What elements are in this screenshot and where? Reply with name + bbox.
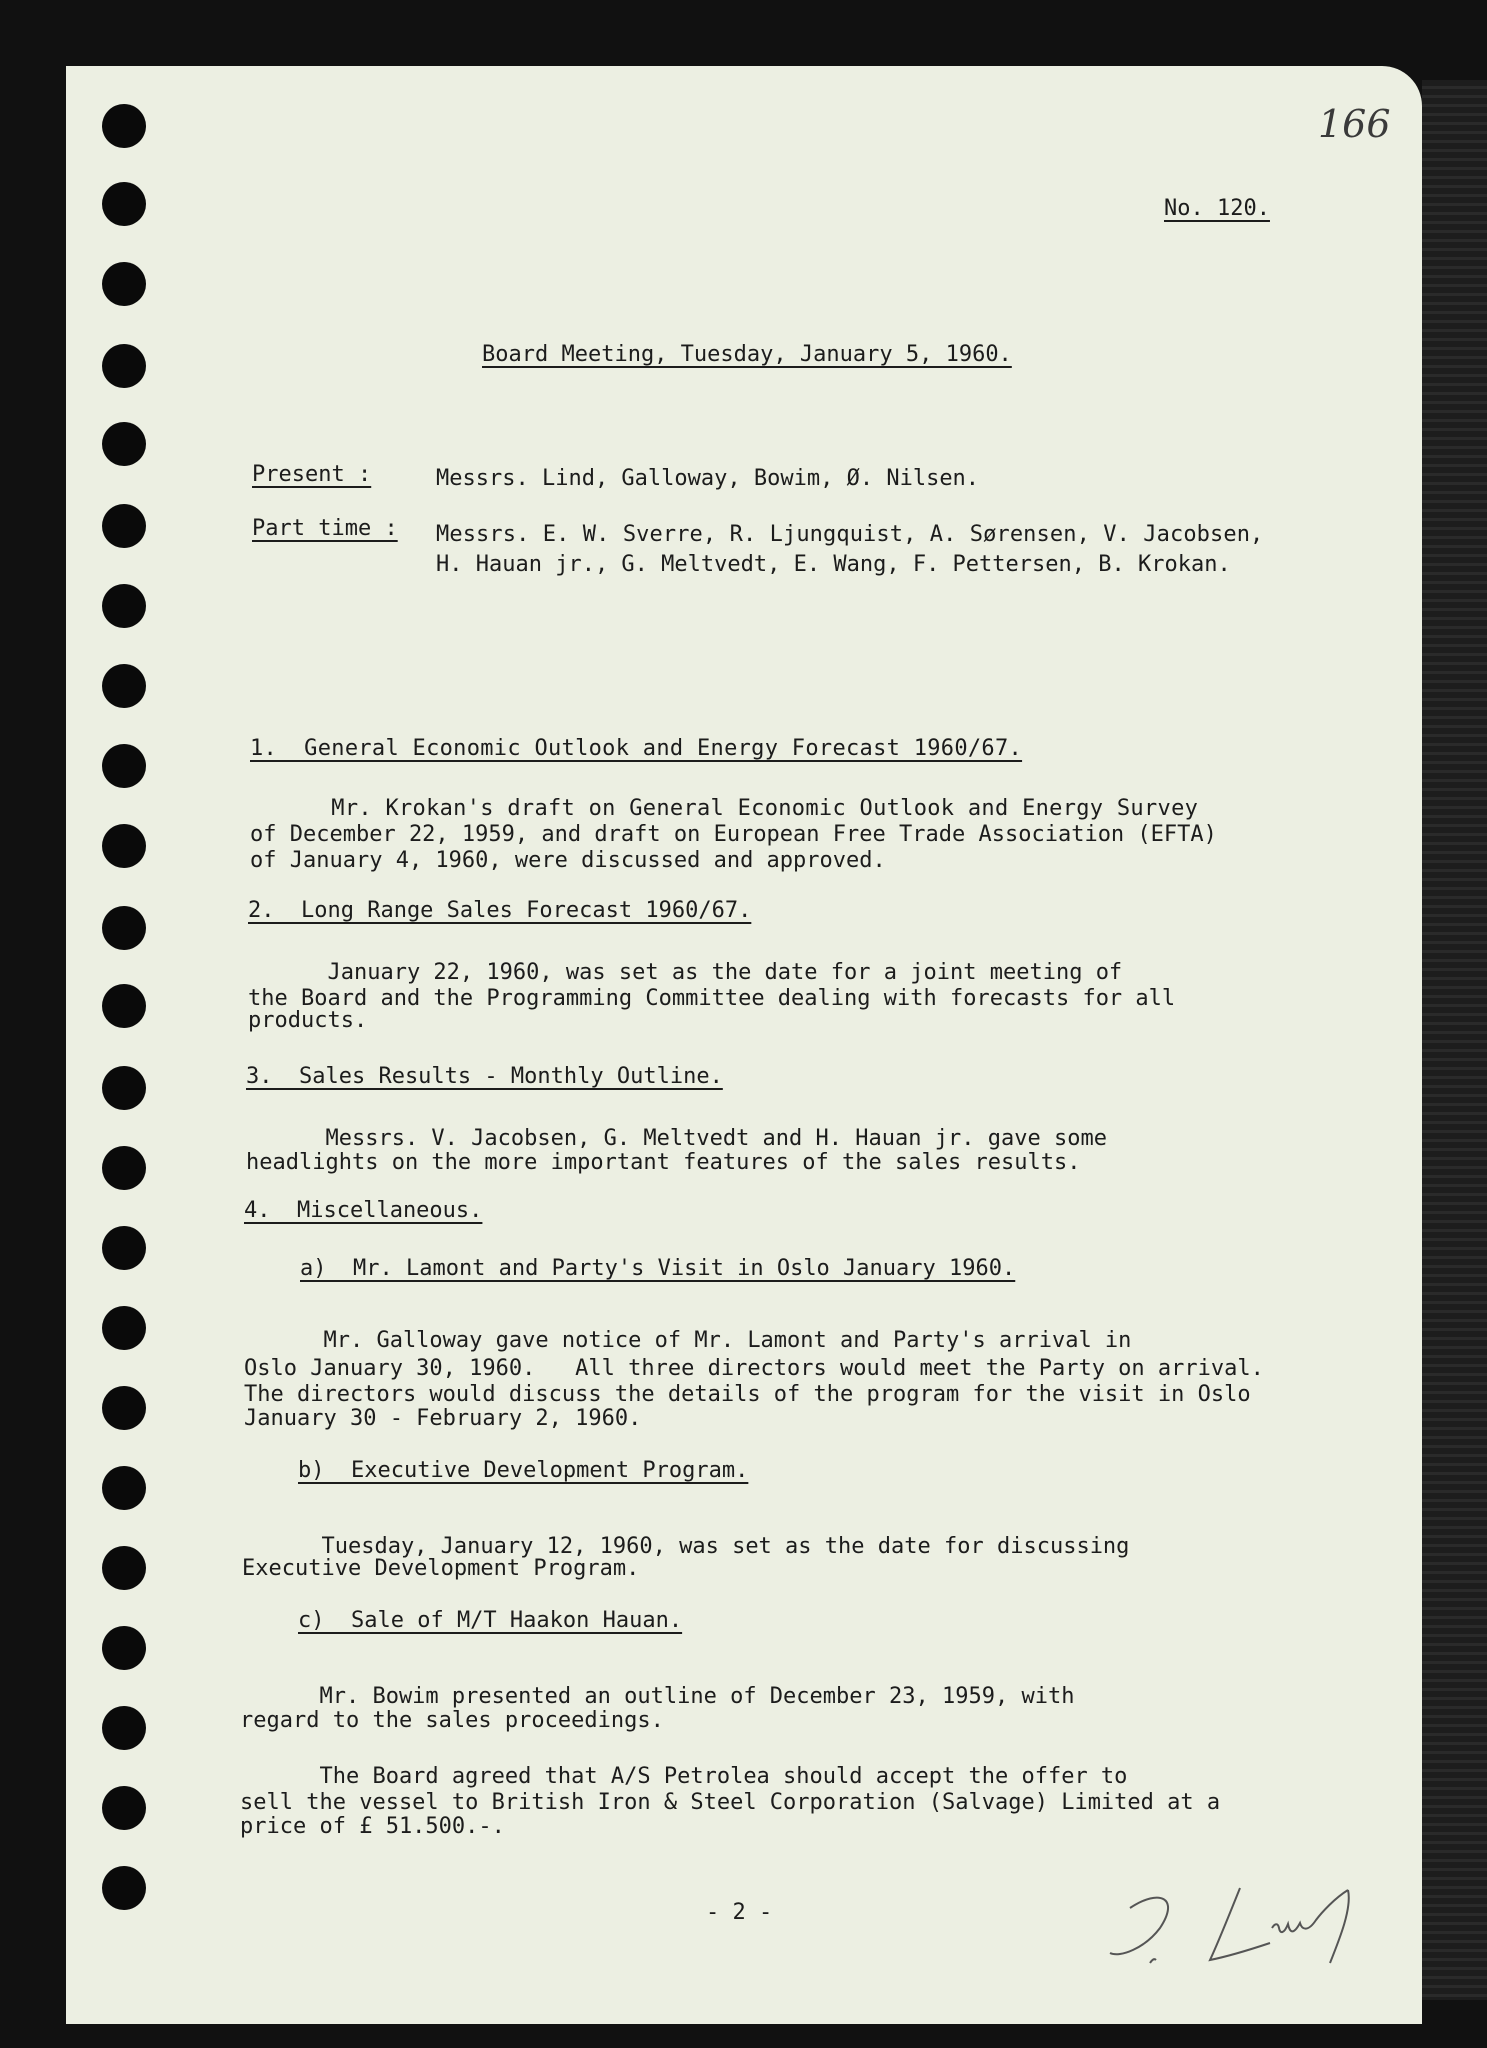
present-label: Present : xyxy=(252,462,372,487)
punch-hole xyxy=(102,584,146,628)
paragraph-line: of January 4, 1960, were discussed and approved. xyxy=(250,848,886,873)
punch-hole xyxy=(102,1706,146,1750)
paragraph-line: the Board and the Programming Committee dealing with forecasts for all xyxy=(248,986,1176,1011)
punch-hole xyxy=(102,1146,146,1190)
present-names: Messrs. Lind, Galloway, Bowim, Ø. Nilsen. xyxy=(436,466,980,491)
paragraph-line: price of £ 51.500.-. xyxy=(240,1814,505,1839)
punch-hole xyxy=(102,1626,146,1670)
punch-hole xyxy=(102,504,146,548)
punch-hole xyxy=(102,344,146,388)
punch-hole xyxy=(102,1786,146,1830)
section-heading-3: 3. Sales Results - Monthly Outline. xyxy=(246,1064,723,1089)
part-time-label: Part time : xyxy=(252,516,398,541)
subsection-heading-b: b) Executive Development Program. xyxy=(298,1458,749,1483)
paragraph-line: of December 22, 1959, and draft on European Free Trade Association (EFTA) xyxy=(250,822,1217,847)
paragraph-line: Mr. Galloway gave notice of Mr. Lamont and Party's arrival in xyxy=(244,1328,1132,1353)
part-time-names-line: H. Hauan jr., G. Meltvedt, E. Wang, F. Pettersen, B. Krokan. xyxy=(436,552,1231,577)
paragraph-line: Mr. Krokan's draft on General Economic Outlook and Energy Survey xyxy=(250,796,1199,821)
paragraph-line: regard to the sales proceedings. xyxy=(240,1708,664,1733)
paragraph-line: sell the vessel to British Iron & Steel Corporation (Salvage) Limited at a xyxy=(240,1790,1221,1815)
document-number: No. 120. xyxy=(1164,196,1270,221)
punch-hole xyxy=(102,262,146,306)
punch-hole xyxy=(102,182,146,226)
page-footer: - 2 - xyxy=(706,1900,773,1925)
paragraph-line: Messrs. V. Jacobsen, G. Meltvedt and H. Hauan jr. gave some xyxy=(246,1126,1107,1151)
punch-hole xyxy=(102,1226,146,1270)
punch-hole xyxy=(102,744,146,788)
punch-hole xyxy=(102,1306,146,1350)
section-heading-2: 2. Long Range Sales Forecast 1960/67. xyxy=(248,898,752,923)
subsection-heading-c: c) Sale of M/T Haakon Hauan. xyxy=(298,1608,683,1633)
paragraph-line: January 22, 1960, was set as the date for a joint meeting of xyxy=(248,960,1123,985)
handwritten-page-number: 166 xyxy=(1318,102,1391,146)
part-time-names-line: Messrs. E. W. Sverre, R. Ljungquist, A. Sørensen, V. Jacobsen, xyxy=(436,522,1264,547)
punch-hole xyxy=(102,422,146,466)
meeting-title: Board Meeting, Tuesday, January 5, 1960. xyxy=(482,342,1012,367)
signature xyxy=(1090,1868,1390,1978)
subsection-heading-a: a) Mr. Lamont and Party's Visit in Oslo January 1960. xyxy=(300,1256,1016,1281)
paragraph-line: January 30 - February 2, 1960. xyxy=(244,1406,642,1431)
paragraph-line: Executive Development Program. xyxy=(242,1556,640,1581)
punch-hole xyxy=(102,1546,146,1590)
paragraph-line: Tuesday, January 12, 1960, was set as the date for discussing xyxy=(242,1534,1130,1559)
paragraph-line: products. xyxy=(248,1008,368,1033)
punch-hole xyxy=(102,664,146,708)
punch-hole xyxy=(102,1066,146,1110)
paragraph-line: Mr. Bowim presented an outline of December 23, 1959, with xyxy=(240,1684,1075,1709)
binding-strip xyxy=(1422,80,1487,2000)
punch-hole xyxy=(102,104,146,148)
punch-hole xyxy=(102,906,146,950)
punch-hole xyxy=(102,824,146,868)
section-heading-4: 4. Miscellaneous. xyxy=(244,1198,483,1223)
punch-hole xyxy=(102,984,146,1028)
punch-hole xyxy=(102,1466,146,1510)
paragraph-line: headlights on the more important features of the sales results. xyxy=(246,1150,1081,1175)
paragraph-line: The Board agreed that A/S Petrolea should accept the offer to xyxy=(240,1764,1128,1789)
section-heading-1: 1. General Economic Outlook and Energy Forecast 1960/67. xyxy=(250,736,1023,761)
paragraph-line: The directors would discuss the details of the program for the visit in Oslo xyxy=(244,1382,1251,1407)
punch-hole xyxy=(102,1386,146,1430)
punch-hole xyxy=(102,1866,146,1910)
paragraph-line: Oslo January 30, 1960. All three directors would meet the Party on arrival. xyxy=(244,1356,1264,1381)
